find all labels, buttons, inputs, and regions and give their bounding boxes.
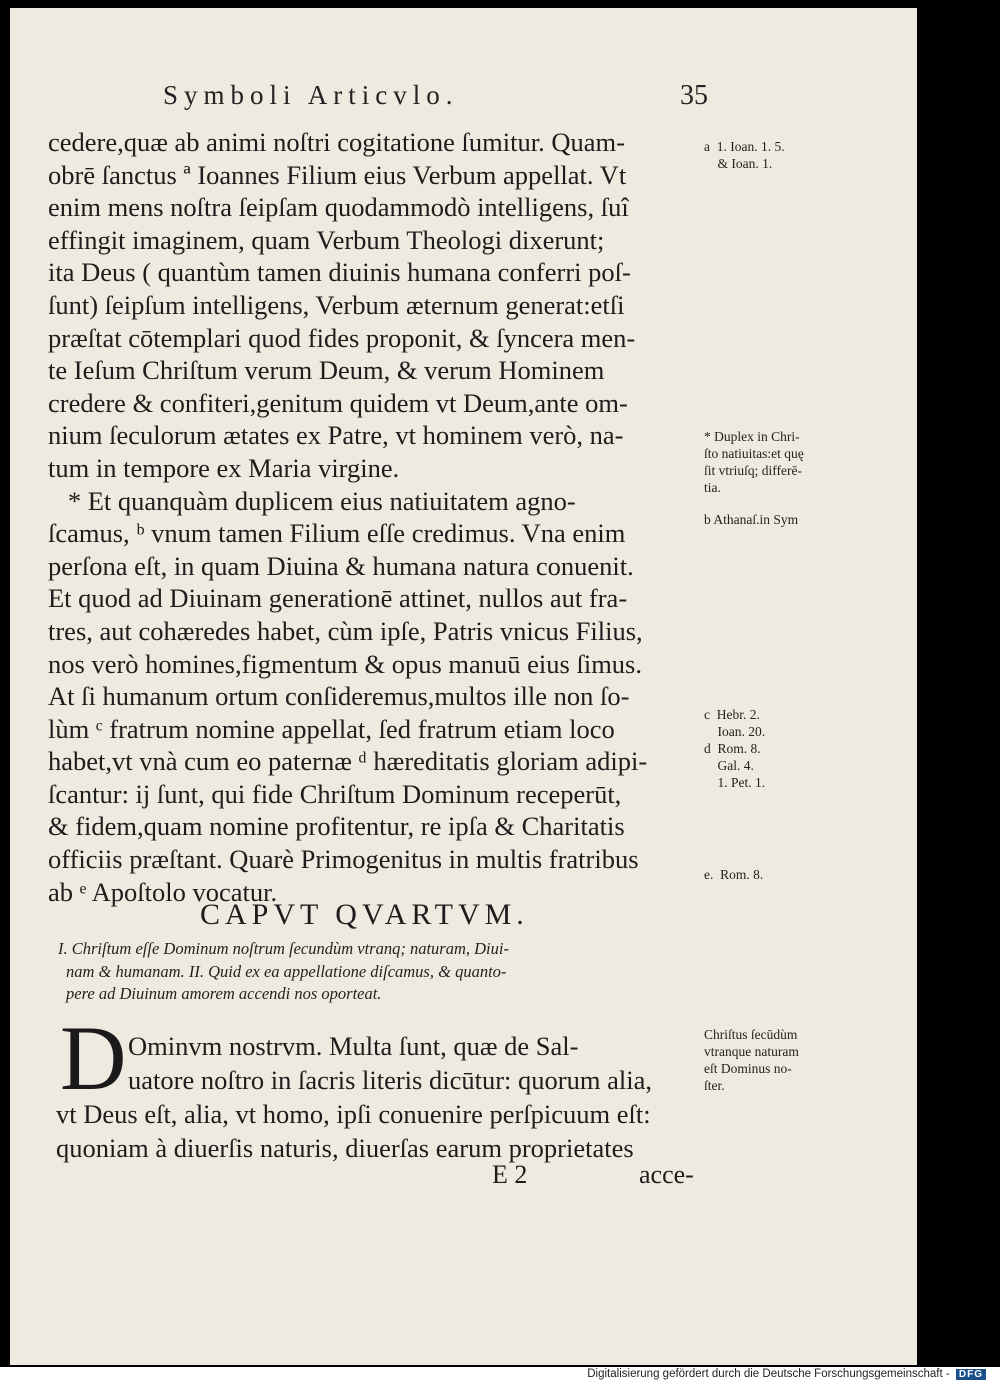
text-line: vt Deus eſt, alia, vt homo, ipſi conuenire perſpicuum eſt: xyxy=(56,1099,651,1129)
text-line: ſcantur: ij ſunt, qui fide Chriſtum Dominum receperūt, xyxy=(48,778,622,809)
margin-note-line: ſto natiuitas:et quę xyxy=(704,446,804,461)
text-line: Et quod ad Diuinam generationē attinet, nullos aut fra- xyxy=(48,583,628,614)
margin-note-line: Chriſtus ſecūdùm xyxy=(704,1027,798,1042)
funding-credit xyxy=(587,1368,986,1380)
margin-note-line: c Hebr. 2. xyxy=(704,707,760,722)
margin-note-line: ſit vtriuſq; differē- xyxy=(704,463,802,478)
text-line: quoniam à diuerſis naturis, diuerſas earum proprietates xyxy=(56,1133,634,1163)
margin-note-line: e. Rom. 8. xyxy=(704,867,764,882)
text-line: ſcamus, ᵇ vnum tamen Filium eſſe credimus. Vna enim xyxy=(48,518,626,549)
summary-line: I. Chriſtum eſſe Dominum noſtrum ſecundùm vtranq; naturam, Diui- xyxy=(58,939,509,958)
margin-note-line: & Ioan. 1. xyxy=(704,156,773,171)
text-line: habet,vt vnà cum eo paternæ ᵈ hæreditatis gloriam adipi- xyxy=(48,746,648,777)
text-line: & fidem,quam nomine profitentur, re ipſa & Charitatis xyxy=(48,811,625,842)
signature-mark: E 2 xyxy=(492,1160,528,1189)
summary-line: pere ad Diuinum amorem accendi nos oporteat. xyxy=(66,984,382,1003)
margin-note-line: Gal. 4. xyxy=(704,758,754,773)
margin-note-b xyxy=(704,511,874,528)
chapter-first-lines xyxy=(128,1029,652,1097)
chapter-summary xyxy=(58,938,708,1006)
margin-note-christus xyxy=(704,1026,874,1094)
text-line: * Et quanquàm duplicem eius natiuitatem agno- xyxy=(48,485,576,516)
text-line: At ſi humanum ortum conſideremus,multos ille non ſo- xyxy=(48,681,630,712)
text-line: perſona eſt, in quam Diuina & humana natura conuenit. xyxy=(48,550,634,581)
text-line: tres, aut cohæredes habet, cùm ipſe, Patris vnicus Filius, xyxy=(48,615,643,646)
drop-cap-initial: D xyxy=(60,1007,127,1109)
main-text xyxy=(48,126,708,908)
margin-note-line: vtranque naturam xyxy=(704,1044,799,1059)
chapter-heading: CAPVT QVARTVM. xyxy=(200,898,529,931)
page-number: 35 xyxy=(680,80,708,111)
margin-note-line: ſter. xyxy=(704,1078,725,1093)
text-line: tum in tempore ex Maria virgine. xyxy=(48,452,400,483)
text-line: ab ᵉ Apoſtolo vocatur. xyxy=(48,876,278,907)
margin-note-line: Ioan. 20. xyxy=(704,724,766,739)
margin-note-line: tia. xyxy=(704,480,721,495)
margin-note-line: d Rom. 8. xyxy=(704,741,761,756)
text-line: obrē ſanctus ª Ioannes Filium eius Verbum appellat. Vt xyxy=(48,159,627,190)
margin-note-c-d xyxy=(704,706,874,791)
margin-note-line: a 1. Ioan. 1. 5. xyxy=(704,139,785,154)
margin-note-duplex xyxy=(704,428,874,496)
margin-note-line: eſt Dominus no- xyxy=(704,1061,792,1076)
text-line: cedere,quæ ab animi noſtri cogitatione ſumitur. Quam- xyxy=(48,127,625,157)
dfg-logo: DFG xyxy=(956,1369,986,1380)
margin-note-e xyxy=(704,866,874,883)
text-line: nium ſeculorum ætates ex Patre, vt hominem verò, na- xyxy=(48,420,624,451)
summary-line: nam & humanam. II. Quid ex ea appellatione diſcamus, & quanto- xyxy=(66,961,507,981)
text-line: enim mens noſtra ſeipſam quodammodò intelligens, ſuî xyxy=(48,192,629,223)
text-line: credere & confiteri,genitum quidem vt Deum,ante om- xyxy=(48,387,628,418)
text-line: ita Deus ( quantùm tamen diuinis humana conferri poſ- xyxy=(48,257,631,288)
margin-note-line: b Athanaſ.in Sym xyxy=(704,512,799,527)
text-line: præſtat cōtemplari quod fides proponit, & ſyncera men- xyxy=(48,322,636,353)
margin-note-line: 1. Pet. 1. xyxy=(704,775,766,790)
text-line: nos verò homines,figmentum & opus manuū eius ſimus. xyxy=(48,648,642,679)
margin-note-a xyxy=(704,138,874,172)
text-line: effingit imaginem, quam Verbum Theologi dixerunt; xyxy=(48,224,605,255)
funding-credit-text: Digitalisierung gefördert durch die Deutsche Forschungsgemeinschaft - xyxy=(587,1368,950,1380)
catchword: acce- xyxy=(639,1160,694,1189)
text-line: ſunt) ſeipſum intelligens, Verbum æternum generat:etſi xyxy=(48,289,625,320)
running-head: Symboli Articvlo. xyxy=(163,80,459,110)
text-line: officiis præſtant. Quarè Primogenitus in multis fratribus xyxy=(48,844,639,875)
text-line: uatore noſtro in ſacris literis dicūtur: quorum alia, xyxy=(128,1065,652,1095)
text-line: te Ieſum Chriſtum verum Deum, & verum Hominem xyxy=(48,355,605,386)
margin-note-line: * Duplex in Chri- xyxy=(704,429,800,444)
text-line: lùm ᶜ fratrum nomine appellat, ſed fratrum etiam loco xyxy=(48,713,615,744)
text-line: Ominvm nostrvm. Multa ſunt, quæ de Sal- xyxy=(128,1031,579,1061)
chapter-following-lines xyxy=(56,1097,651,1165)
